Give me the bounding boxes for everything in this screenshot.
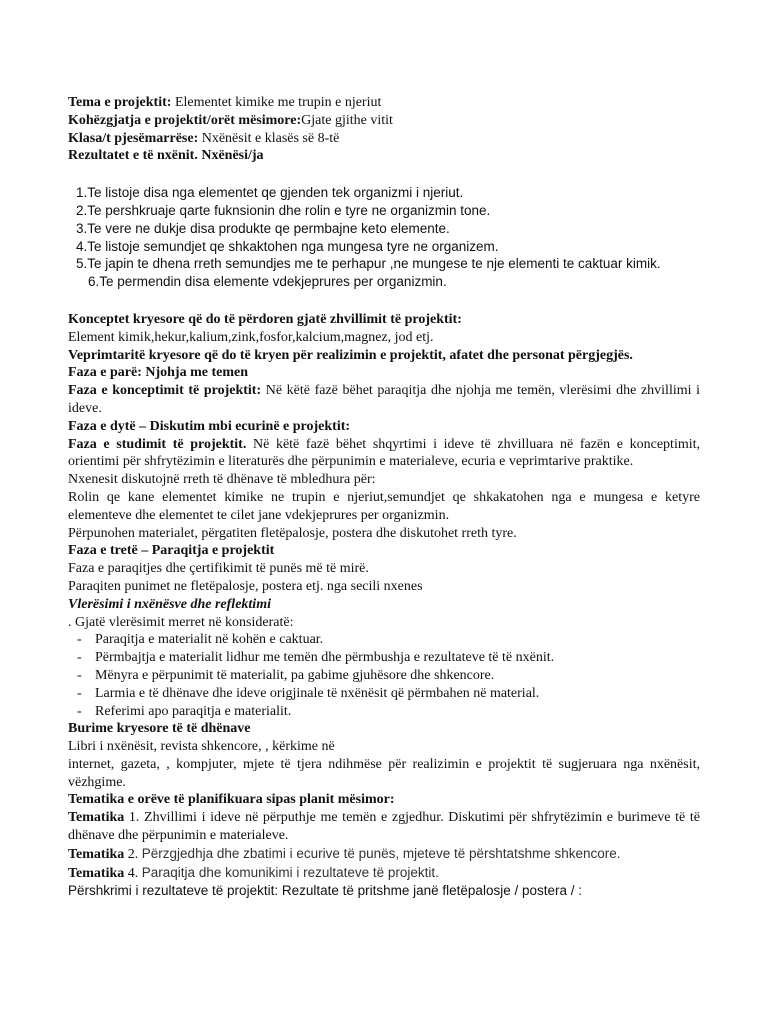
phase2-discuss: Nxenesit diskutojnë rreth të dhënave të mbledhura për: [68, 472, 376, 488]
goal-item: 5.Te japin te dhena rreth semundjes me te perhapur ,ne mungese te nje elementi te caktuar kimik. [76, 256, 661, 272]
document-page [68, 94, 700, 900]
class-label: Klasa/t pjesëmarrëse: [68, 130, 199, 146]
evaluation-heading: Vlerësimi i nxënësve dhe reflektimi [68, 596, 271, 612]
phase3-line2: Paraqiten punimet ne fletëpalosje, postera etj. nga secili nxenes [68, 578, 423, 594]
criteria-item: - Referimi apo paraqitja e materialit. [68, 703, 700, 721]
phase2-materials: Përpunohen materialet, përgatiten fletëpalosje, postera dhe diskutohet rreth tyre. [68, 525, 517, 541]
phase2-text: Në këtë fazë bëhet shqyrtimi i ideve të zhvilluara në fazën e konceptimit, orientimi për shfrytëzimin e literaturës dhe përpunimin e materialeve, ecuria e veprimtarive praktike. [68, 436, 701, 470]
duration-label: Kohëzgjatja e projektit/orët mësimore: [68, 112, 302, 128]
topic-2 [68, 845, 700, 864]
goal-item: 4.Te listoje semundjet qe shkaktohen nga mungesa tyre ne organizem. [76, 238, 499, 254]
goal-item: 6.Te permendin disa elemente vdekjeprures per organizmin. [88, 274, 447, 290]
evaluation-criteria-list [68, 631, 700, 720]
topic-1 [68, 809, 700, 845]
topic-1-text: 1. Zhvillimi i ideve në përputhje me temën e zgjedhur. Diskutimi për shfrytëzimin e burimeve të të dhënave dhe përpunimin e materialeve. [68, 810, 700, 844]
class-value: Nxënësit e klasës së 8-të [198, 130, 340, 146]
criteria-item: - Përmbajtja e materialit lidhur me temën dhe përmbushja e rezultateve të të nxënit. [68, 649, 700, 667]
theme-label: Tema e projektit: [68, 95, 172, 110]
criteria-item: - Mënyra e përpunimit të materialit, pa gabime gjuhësore dhe shkencore. [68, 667, 700, 685]
phase2-heading: Faza e dytë – Diskutim mbi ecurinë e projektit: [68, 418, 351, 434]
evaluation-intro: . Gjatë vlerësimit merret në konsideratë: [68, 614, 294, 630]
theme-line [68, 94, 700, 112]
criteria-item: - Paraqitja e materialit në kohën e caktuar. [68, 631, 700, 649]
concepts-heading: Konceptet kryesore që do të përdoren gjatë zhvillimit të projektit: [68, 311, 462, 327]
topic-2-label: Tematika [68, 846, 125, 862]
duration-line [68, 112, 700, 130]
topic-3-number: 4. [124, 865, 142, 881]
topics-heading: Tematika e orëve të planifikuara sipas planit mësimor: [68, 792, 395, 808]
phase2-role: Rolin qe kane elementet kimike ne trupin e njeriut,semundjet qe shkakatohen nga e mungesa e ketyre elementeve dhe elementet te cilet jane vdekjeprures per organizmin. [68, 489, 700, 523]
concepts-text: Element kimik,hekur,kalium,zink,fosfor,kalcium,magnez, jod etj. [68, 329, 434, 345]
phase1-heading: Faza e parë: Njohja me temen [68, 365, 248, 381]
phase2-label: Faza e studimit të projektit. [68, 436, 247, 452]
topic-1-label: Tematika [68, 810, 125, 826]
spacer [68, 291, 700, 311]
topic-3-label: Tematika [68, 865, 125, 881]
phase1-text: Në këtë fazë bëhet paraqitja dhe njohja me temën, vlerësimi dhe zhvillimi i ideve. [68, 383, 700, 416]
goal-item: 2.Te pershkruaje qarte fuknsionin dhe rolin e tyre ne organizmin tone. [76, 202, 491, 218]
topic-3 [68, 864, 700, 883]
sources-heading: Burime kryesore të të dhënave [68, 721, 251, 737]
activities-heading: Veprimtaritë kryesore që do të kryen për realizimin e projektit, afatet dhe personat përgjegjës. [68, 347, 633, 363]
sources-line2: internet, gazeta, , kompjuter, mjete të tjera ndihmëse për realizimin e projektit të sugjeruara nga nxënësit, vëzhgime. [68, 756, 700, 790]
theme-value: Elementet kimike me trupin e njeriut [171, 95, 382, 110]
phase3-line1: Faza e paraqitjes dhe çertifikimit të punës më të mirë. [68, 561, 369, 577]
goal-item: 3.Te vere ne dukje disa produkte qe permbajne keto elemente. [76, 220, 450, 236]
phase1-paragraph [68, 382, 700, 418]
duration-value: Gjate gjithe vitit [301, 112, 393, 128]
phase3-heading: Faza e tretë – Paraqitja e projektit [68, 543, 275, 559]
sources-line1: Libri i nxënësit, revista shkencore, , kërkime në [68, 739, 335, 755]
class-line [68, 130, 700, 148]
phase2-paragraph [68, 436, 700, 472]
spacer [68, 165, 700, 184]
results-heading: Rezultatet e të nxënit. Nxënësi/ja [68, 148, 264, 164]
topic-2-number: 2. [124, 846, 142, 862]
phase1-label: Faza e konceptimit të projektit: [68, 383, 262, 399]
criteria-item: - Larmia e të dhënave dhe ideve origjinale të nxënësit që përmbahen në material. [68, 685, 700, 703]
results-description: Përshkrimi i rezultateve të projektit: Rezultate të pritshme janë fletëpalosje / postera / : [68, 883, 582, 899]
topic-3-text: Paraqitja dhe komunikimi i rezultateve të projektit. [141, 864, 439, 880]
topic-2-text: Përzgjedhja dhe zbatimi i ecurive të punës, mjeteve të përshtatshme shkencore. [141, 845, 621, 861]
goals-list [68, 184, 700, 291]
goal-item: 1.Te listoje disa nga elementet qe gjenden tek organizmi i njeriut. [76, 185, 464, 201]
